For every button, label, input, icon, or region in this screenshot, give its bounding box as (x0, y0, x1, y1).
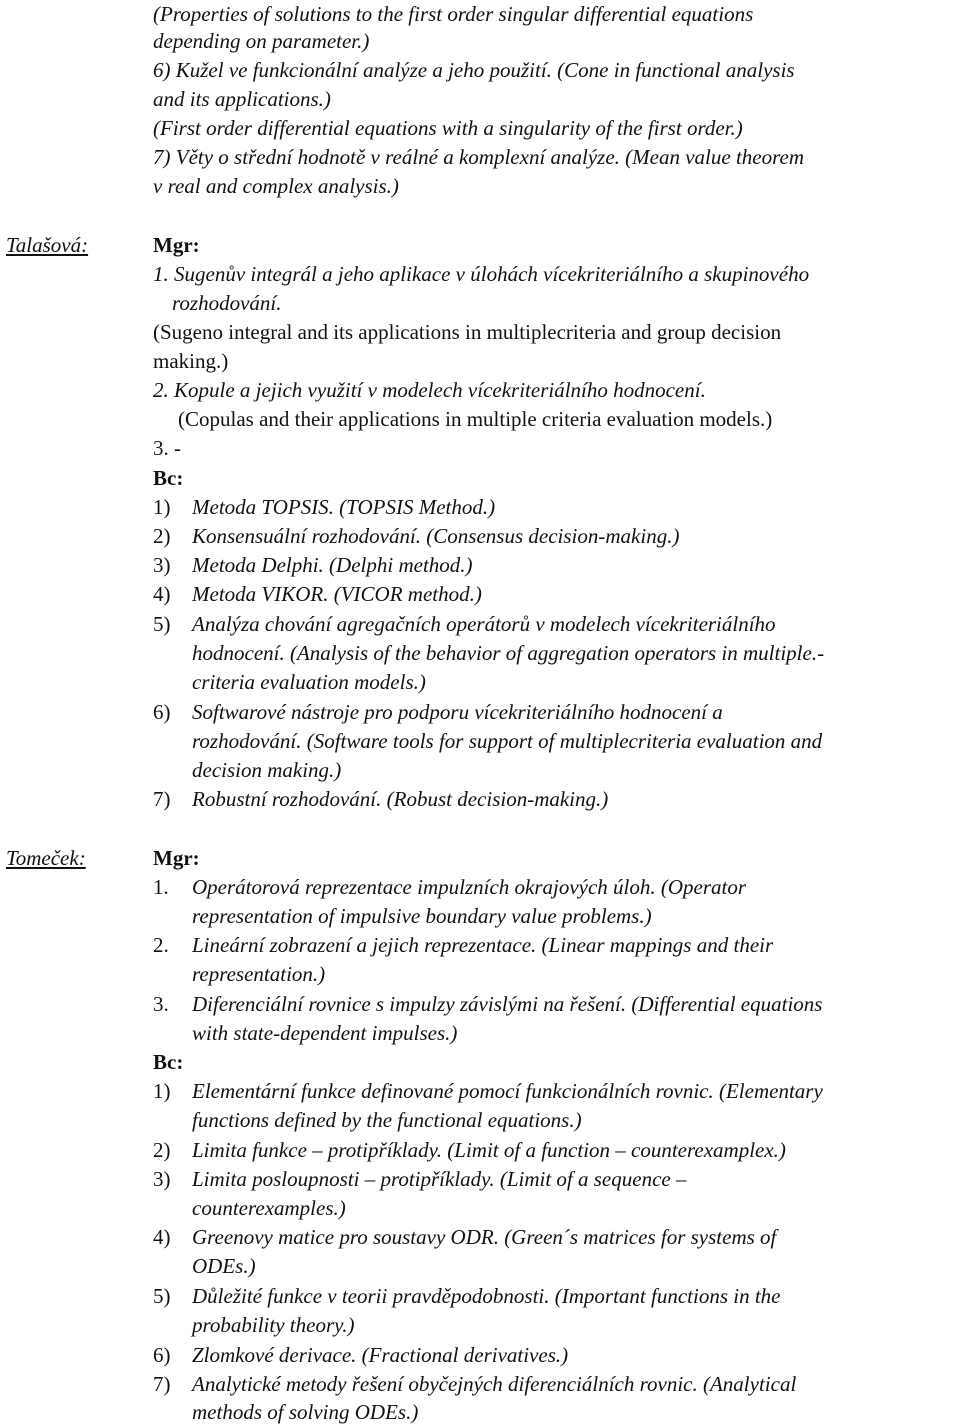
item-text: Elementární funkce definované pomocí funkcionálních rovnic. (Elementary (192, 1079, 823, 1103)
item-text: representation of impulsive boundary value problems.) (192, 904, 652, 928)
item-text: Operátorová reprezentace impulzních okrajových úloh. (Operator (192, 875, 747, 899)
item-text: hodnocení. (Analysis of the behavior of aggregation operators in multiple.- (192, 641, 825, 665)
item-text: Softwarové nástroje pro podporu vícekriteriálního hodnocení a (192, 700, 723, 724)
item-text: Robustní rozhodování. (Robust decision-making.) (192, 787, 609, 811)
item-text: decision making.) (192, 758, 342, 782)
topic-line: (Sugeno integral and its applications in multiplecriteria and group decision (153, 320, 782, 344)
item-number: 4) (153, 582, 171, 606)
item-text: Limita posloupnosti – protipříklady. (Limit of a sequence – (192, 1167, 687, 1191)
item-text: Důležité funkce v teorii pravděpodobnosti. (Important functions in the (192, 1284, 781, 1308)
item-number: 7) (153, 1372, 171, 1396)
topic-line: making.) (153, 349, 229, 373)
item-text: Analýza chování agregačních operátorů v modelech vícekriteriálního (192, 612, 776, 636)
text-line: 6) Kužel ve funkcionální analýze a jeho použití. (Cone in functional analysis (153, 58, 795, 82)
text-line: and its applications.) (153, 87, 331, 111)
item-number: 3. (153, 992, 169, 1016)
supervisor-name: Tomeček: (6, 846, 86, 870)
item-number: 3) (153, 1167, 171, 1191)
text-line: depending on parameter.) (153, 29, 370, 53)
text-line: (Properties of solutions to the first order singular differential equations (153, 2, 754, 26)
item-text: ODEs.) (192, 1254, 256, 1278)
item-text: Greenovy matice pro soustavy ODR. (Green´s matrices for systems of (192, 1225, 777, 1249)
item-text: Metoda Delphi. (Delphi method.) (192, 553, 473, 577)
item-text: Metoda VIKOR. (VICOR method.) (192, 582, 482, 606)
item-number: 6) (153, 700, 171, 724)
item-number: 2) (153, 524, 171, 548)
item-text: Konsensuální rozhodování. (Consensus decision-making.) (192, 524, 680, 548)
text-line: 7) Věty o střední hodnotě v reálné a komplexní analýze. (Mean value theorem (153, 145, 804, 169)
topic-line: 3. - (153, 436, 181, 460)
item-number: 1. (153, 875, 169, 899)
item-text: Lineární zobrazení a jejich reprezentace. (Linear mappings and their (192, 933, 774, 957)
item-text: functions defined by the functional equations.) (192, 1108, 582, 1132)
item-text: Analytické metody řešení obyčejných diferenciálních rovnic. (Analytical (192, 1372, 797, 1396)
topic-line: rozhodování. (172, 291, 282, 315)
item-text: Limita funkce – protipříklady. (Limit of a function – counterexamplex.) (192, 1138, 786, 1162)
item-text: probability theory.) (192, 1313, 355, 1337)
item-text: Metoda TOPSIS. (TOPSIS Method.) (192, 495, 496, 519)
topic-line: 1. Sugenův integrál a jeho aplikace v úlohách vícekriteriálního a skupinového (153, 262, 810, 286)
item-number: 2) (153, 1138, 171, 1162)
bc-heading: Bc: (153, 466, 184, 490)
topic-line: 2. Kopule a jejich využití v modelech vícekriteriálního hodnocení. (153, 378, 706, 402)
mgr-heading: Mgr: (153, 846, 200, 870)
bc-heading: Bc: (153, 1050, 184, 1074)
text-line: (First order differential equations with a singularity of the first order.) (153, 116, 743, 140)
item-text: methods of solving ODEs.) (192, 1400, 419, 1424)
item-text: counterexamples.) (192, 1196, 346, 1220)
item-number: 7) (153, 787, 171, 811)
mgr-heading: Mgr: (153, 233, 200, 257)
item-number: 5) (153, 612, 171, 636)
topic-line: (Copulas and their applications in multiple criteria evaluation models.) (178, 407, 773, 431)
item-number: 1) (153, 1079, 171, 1103)
item-number: 5) (153, 1284, 171, 1308)
item-text: with state-dependent impulses.) (192, 1021, 458, 1045)
item-text: rozhodování. (Software tools for support of multiplecriteria evaluation and (192, 729, 823, 753)
item-text: Zlomkové derivace. (Fractional derivatives.) (192, 1343, 569, 1367)
item-number: 2. (153, 933, 169, 957)
supervisor-name: Talašová: (6, 233, 89, 257)
item-number: 6) (153, 1343, 171, 1367)
item-text: representation.) (192, 962, 326, 986)
item-number: 4) (153, 1225, 171, 1249)
item-number: 1) (153, 495, 171, 519)
text-line: v real and complex analysis.) (153, 174, 399, 198)
item-text: criteria evaluation models.) (192, 670, 426, 694)
item-number: 3) (153, 553, 171, 577)
item-text: Diferenciální rovnice s impulzy závislými na řešení. (Differential equations (192, 992, 823, 1016)
